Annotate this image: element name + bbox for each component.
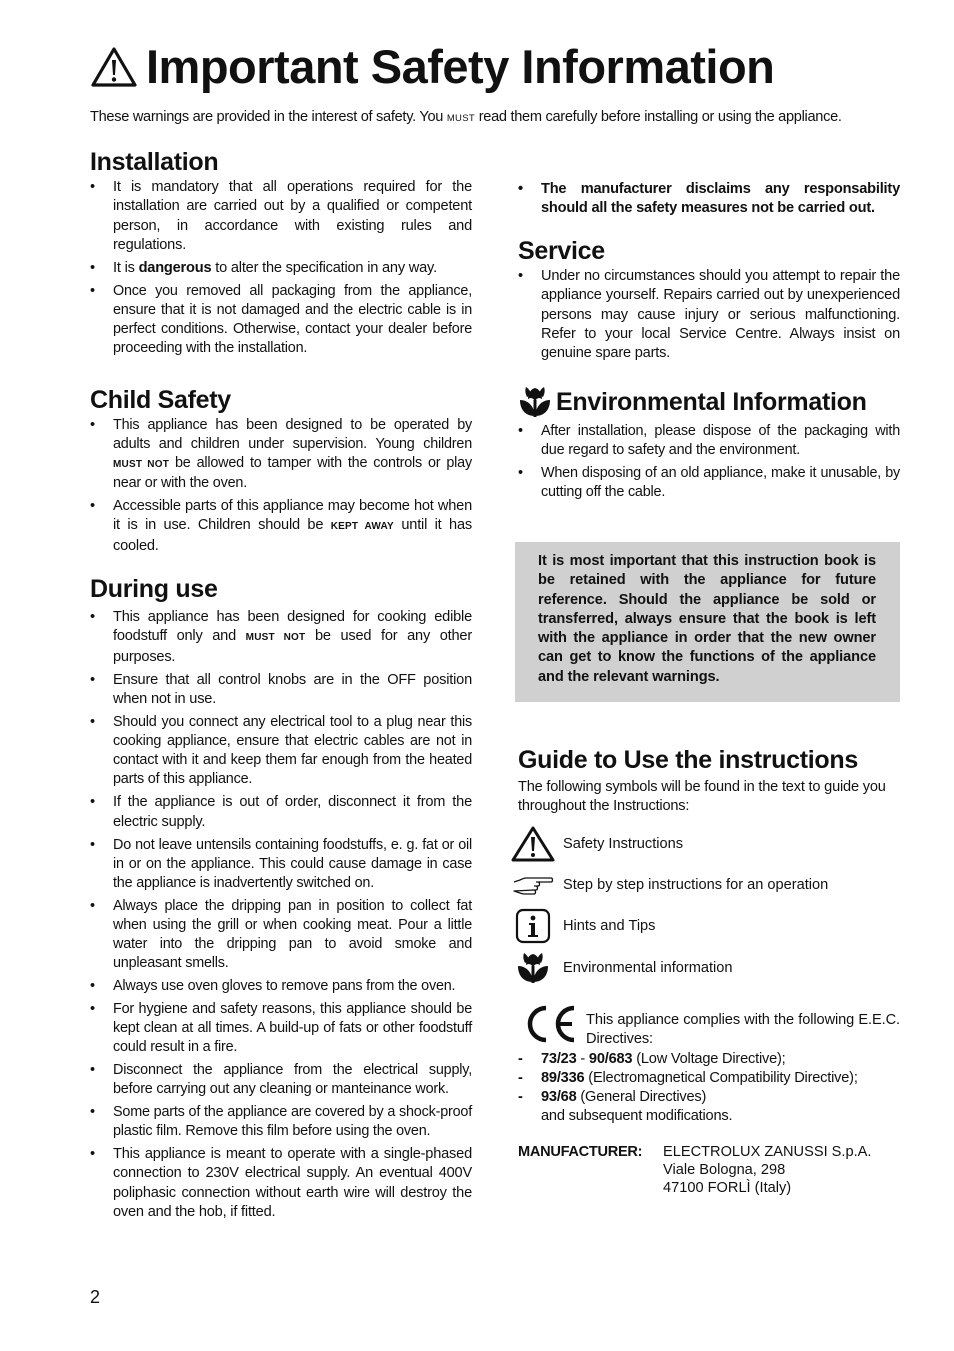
environmental-section	[518, 386, 900, 506]
list-item: • Do not leave untensils containing foodstuffs, e. g. fat or oil in or on the appliance. This could cause damage in case the appliance is inadvertently switched on.	[90, 836, 472, 893]
manufacturer-note	[518, 180, 900, 223]
environmental-heading: Environmental Information	[556, 388, 867, 416]
symbol-environment: Environmental information	[508, 952, 733, 984]
list-item: • When disposing of an old appliance, make it unusable, by cutting off the cable.	[518, 464, 900, 502]
child-safety-section	[90, 386, 472, 560]
symbol-safety: Safety Instructions	[508, 825, 683, 863]
list-item: • It is mandatory that all operations required for the installation are carried out by a qualified or competent person, in accordance with existing rules and regulations.	[90, 178, 472, 255]
pointing-hand-icon	[512, 874, 554, 896]
list-item: • Once you removed all packaging from the appliance, ensure that it is not damaged and the electric cable is in perfect conditions. Otherwise, contact your dealer before proceeding with the installation.	[90, 282, 472, 358]
service-section	[518, 237, 900, 367]
list-item: • Under no circumstances should you attempt to repair the appliance yourself. Repairs carried out by unexperienced persons may cause injury or serious malfunctioning. Refer to your local Service Centre. Always insist on genuine spare parts.	[518, 267, 900, 363]
manufacturer-block	[518, 1143, 871, 1197]
list-item: • Disconnect the appliance from the electrical supply, before carrying out any cleaning or manteinance work.	[90, 1061, 472, 1099]
guide-intro: The following symbols will be found in the text to guide you throughout the Instructions:	[518, 779, 886, 815]
directives-list	[518, 1050, 858, 1126]
symbol-step: Step by step instructions for an operation	[508, 874, 828, 896]
page-title	[90, 40, 774, 94]
list-item: • For hygiene and safety reasons, this appliance should be kept clean at all times. A build-up of fats or other foodstuff could result in a fire.	[90, 1000, 472, 1057]
installation-heading: Installation	[90, 148, 219, 176]
manufacturer-line: ELECTROLUX ZANUSSI S.p.A.	[663, 1144, 872, 1160]
manufacturer-label: MANUFACTURER:	[518, 1144, 643, 1160]
during-use-section	[90, 575, 472, 1226]
service-heading: Service	[518, 237, 605, 265]
notice-box	[515, 542, 900, 702]
guide-section	[518, 746, 902, 817]
environment-plant-icon	[516, 952, 550, 984]
ce-text: This appliance complies with the following E.E.C. Directives:	[586, 1012, 900, 1047]
list-item: • The manufacturer disclaims any responsability should all the safety measures not be carried out.	[518, 180, 900, 219]
child-safety-heading: Child Safety	[90, 386, 231, 414]
list-item: • This appliance is meant to operate with a single-phased connection to 230V electrical supply. An eventual 400V poliphasic connection without earth wire will destroy the oven and the hob, if fitted.	[90, 1145, 472, 1222]
list-item: • Always place the dripping pan in position to collect fat when using the grill or when cooking meat. Pour a little water into the dripping pan to avoid smoke and unpleasant smells.	[90, 897, 472, 973]
list-item: • Always use oven gloves to remove pans from the oven.	[90, 977, 472, 996]
during-use-heading: During use	[90, 575, 218, 603]
list-item: • It is dangerous to alter the specification in any way.	[90, 259, 472, 278]
list-item: • Should you connect any electrical tool to a plug near this cooking appliance, ensure that electric cables are not in contact with it and keep them far enough from the heated parts of this appliance.	[90, 713, 472, 789]
directive-item: - 73/23 - 90/683 (Low Voltage Directive);	[518, 1051, 786, 1067]
manufacturer-line: Viale Bologna, 298	[663, 1162, 786, 1178]
list-item: • This appliance has been designed for cooking edible foodstuff only and MUST NOT be used for any other purposes.	[90, 608, 472, 667]
page-number: 2	[90, 1287, 101, 1307]
manufacturer-line: 47100 FORLÌ (Italy)	[663, 1180, 792, 1196]
list-item: • This appliance has been designed to be operated by adults and children under supervision. Young children MUST NOT be allowed to tamper with the controls or play near or with the oven.	[90, 416, 472, 493]
list-item: • Some parts of the appliance are covered by a shock-proof plastic film. Remove this film before using the oven.	[90, 1103, 472, 1141]
list-item: • After installation, please dispose of the packaging with due regard to safety and the environment.	[518, 422, 900, 460]
ce-mark-icon	[522, 1004, 578, 1044]
installation-section	[90, 148, 472, 362]
list-item: • Accessible parts of this appliance may become hot when it is in use. Children should be KEPT AWAY until it has cooled.	[90, 497, 472, 556]
directive-item: - 93/68 (General Directives)	[518, 1089, 707, 1105]
list-item: • If the appliance is out of order, disconnect it from the electric supply.	[90, 793, 472, 832]
list-item: • Ensure that all control knobs are in the OFF position when not in use.	[90, 671, 472, 710]
notice-text: It is most important that this instruction book is be retained with the appliance for future reference. Should the appliance be sold or transferred, always ensure that the book is left with the appliance in order that the new owner can get to know the functions of the appliance and the relevant warnings.	[538, 553, 876, 685]
title-text: Important Safety Information	[146, 40, 775, 93]
info-icon	[514, 908, 552, 944]
directive-note: and subsequent modifications.	[541, 1108, 733, 1124]
directive-item: - 89/336 (Electromagnetical Compatibility Directive);	[518, 1070, 858, 1086]
warning-triangle-icon	[510, 825, 556, 863]
intro-text: These warnings are provided in the interest of safety. You MUST read them carefully before installing or using the appliance.	[90, 109, 842, 125]
environment-plant-icon	[518, 386, 552, 418]
warning-triangle-icon	[90, 46, 138, 88]
guide-heading: Guide to Use the instructions	[518, 746, 858, 774]
symbol-hints: Hints and Tips	[508, 908, 655, 944]
